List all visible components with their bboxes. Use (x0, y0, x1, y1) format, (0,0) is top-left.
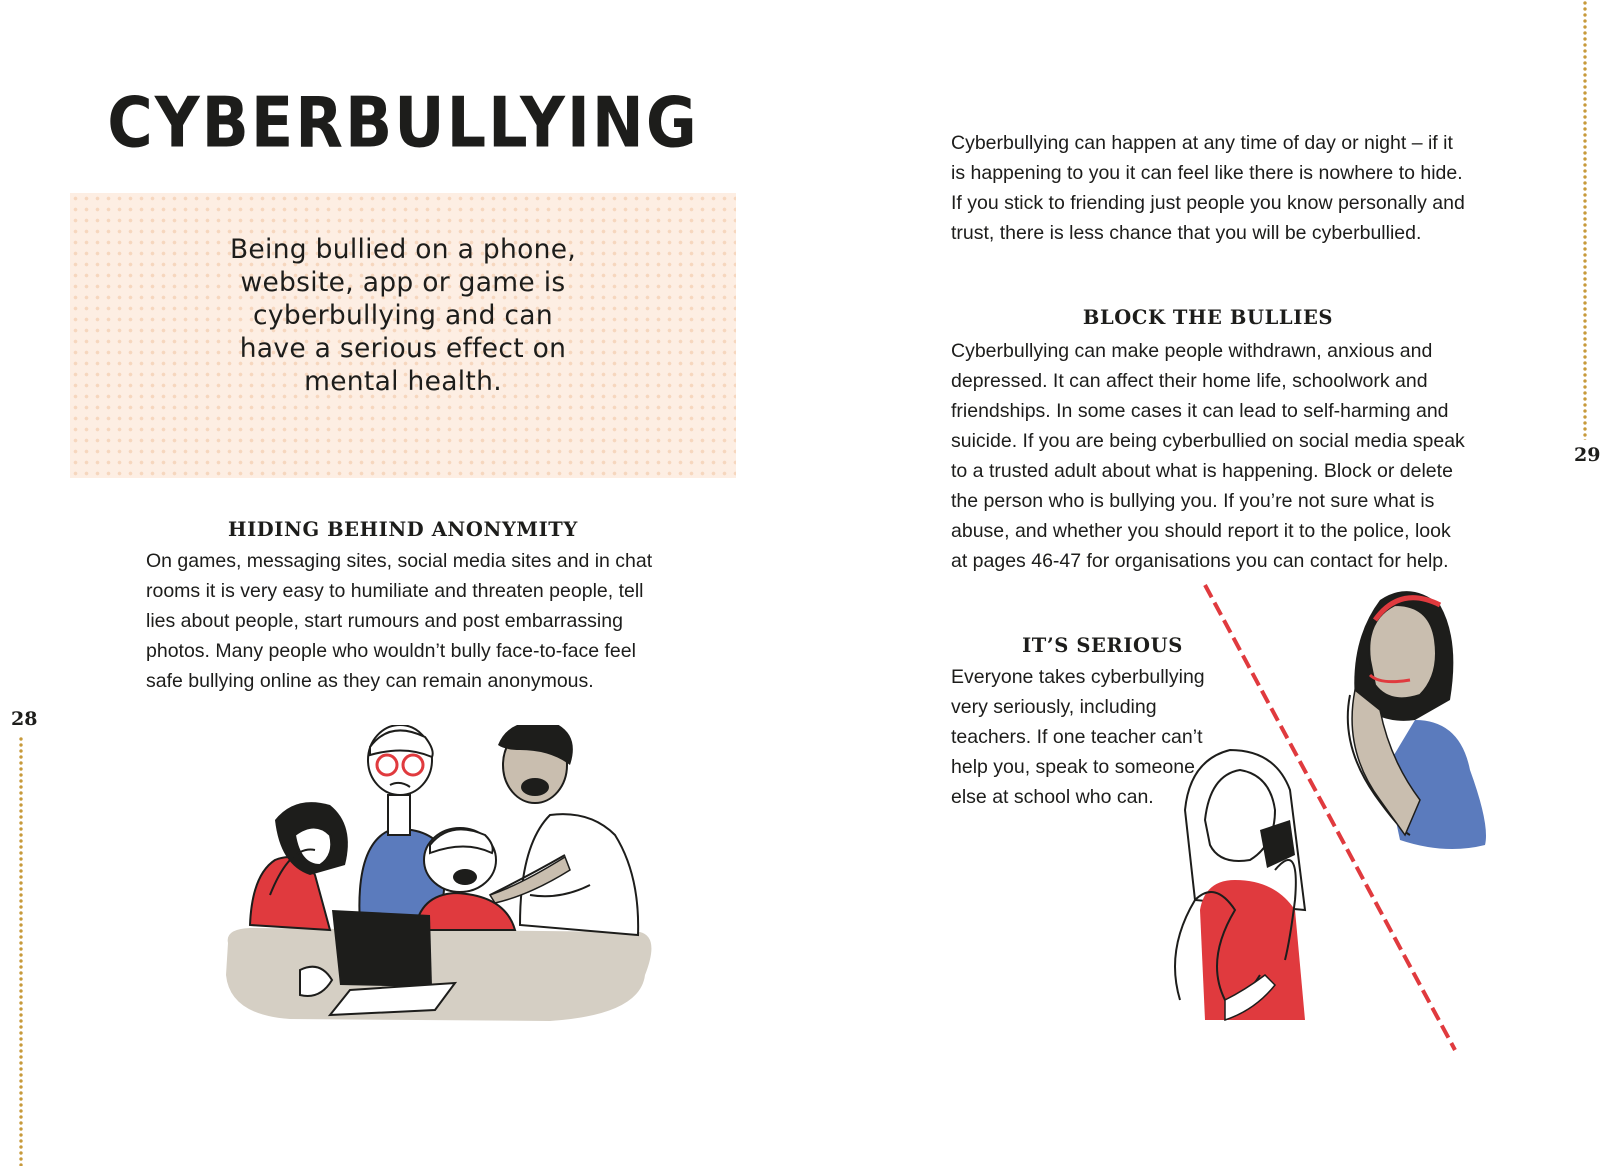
dotted-margin-line-left (18, 736, 24, 1166)
two-girls-on-phones-illustration (1165, 580, 1540, 1080)
page-number-right: 29 (1574, 444, 1601, 466)
group-laughing-at-laptop-illustration (220, 725, 665, 1055)
paragraph-anonymity: On games, messaging sites, social media sites and in chat rooms it is very easy to humiliate and threaten people, tell lies about people, start rumours and post embarrassing photos. Many people who wouldn’t bully face-to-face feel safe bullying online as they can remain anonymous. (146, 550, 653, 692)
paragraph-its-serious: Everyone takes cyberbullying very seriously, including teachers. If one teacher can’t help you, speak to someone else at school who can. (951, 666, 1205, 808)
page-title: CYBERBULLYING (107, 81, 699, 164)
heading-block-the-bullies: BLOCK THE BULLIES (1082, 306, 1334, 329)
heading-its-serious: IT’S SERIOUS (1022, 634, 1183, 657)
heading-hiding-behind-anonymity: HIDING BEHIND ANONYMITY (228, 518, 578, 541)
callout-text: Being bullied on a phone, website, app or game is cyberbullying and can have a serious effect on mental health. (229, 234, 577, 397)
callout-box (70, 193, 736, 478)
page-number-left: 28 (11, 708, 38, 730)
paragraph-intro: Cyberbullying can happen at any time of day or night – if it is happening to you it can feel like there is nowhere to hide. If you stick to friending just people you know personally and trust, there is less chance that you will be cyberbullied. (951, 132, 1465, 244)
dotted-margin-line-right (1582, 0, 1588, 440)
paragraph-block-the-bullies: Cyberbullying can make people withdrawn, anxious and depressed. It can affect their home life, schoolwork and friendships. In some cases it can lead to self-harming and suicide. If you are being cyberbullied on social media speak to a trusted adult about what is happening. Block or delete the person who is bullying you. If you’re not sure what is abuse, and whether you should report it to the police, look at pages 46-47 for organisations you can contact for help. (951, 340, 1465, 572)
